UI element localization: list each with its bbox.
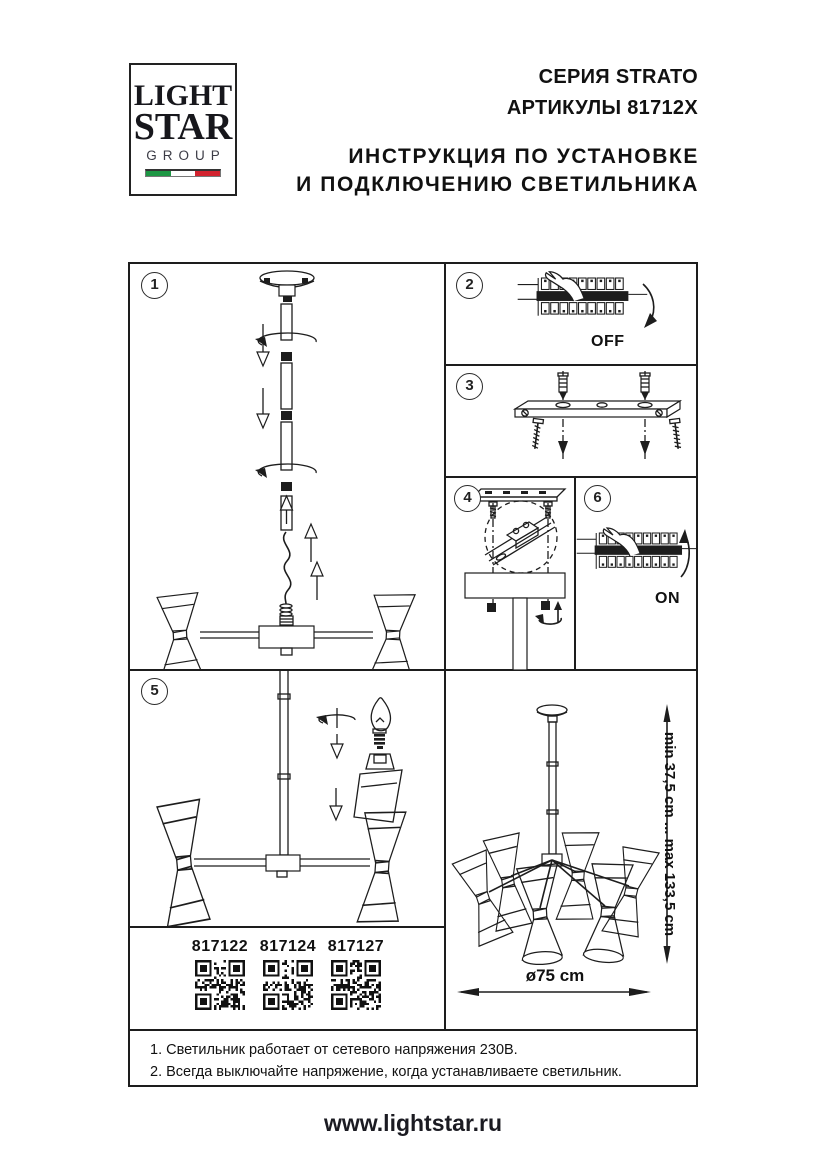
lightstar-logo: [129, 63, 237, 196]
step-badge-3: [456, 373, 483, 400]
website-footer: [0, 1110, 826, 1137]
step-panel-1: [130, 264, 445, 670]
instruction-title: [296, 143, 699, 199]
step-badge-2: [456, 272, 483, 299]
logo-star: STAR: [133, 106, 233, 148]
step-panel-6: [575, 477, 696, 670]
article-number-2: 817124: [259, 938, 317, 955]
height-dimension-label: min 37,5 cm ... max 133,5 cm: [661, 731, 678, 937]
step-number-4: 4: [463, 489, 472, 506]
note-line-2: 2. Всегда выключайте напряжение, когда устанавливаете светильник.: [150, 1064, 622, 1080]
step-badge-4: [454, 485, 481, 512]
step-badge-6: [584, 485, 611, 512]
logo-light: LIGHT: [133, 79, 233, 112]
flag-red: [195, 171, 220, 176]
flag-white: [171, 171, 196, 176]
header-titles: [507, 62, 698, 124]
article-number-1: 817122: [191, 938, 249, 955]
step1-rod-assembly-diagram: [130, 264, 445, 670]
articles-title: АРТИКУЛЫ 81712X: [506, 97, 698, 119]
on-label: ON: [655, 590, 680, 607]
instruction-title-line2: И ПОДКЛЮЧЕНИЮ СВЕТИЛЬНИКА: [296, 173, 699, 196]
step-panel-3: [445, 365, 696, 477]
logo-group: GROUP: [146, 148, 226, 163]
note-line-1: 1. Светильник работает от сетевого напряжения 230В.: [150, 1042, 518, 1058]
qr-item-2: [253, 938, 323, 1010]
series-title: СЕРИЯ STRATO: [538, 66, 698, 88]
step-number-2: 2: [465, 276, 474, 293]
italian-flag-icon: [145, 169, 221, 177]
step-panel-2: [445, 264, 696, 365]
step-number-5: 5: [150, 682, 159, 699]
step-panel-5: [130, 670, 445, 927]
qr-code-817122: [195, 960, 245, 1010]
step-number-1: 1: [150, 276, 159, 293]
mounting-bracket-diagram: [445, 365, 696, 477]
qr-code-817127: [331, 960, 381, 1010]
step-badge-5: [141, 678, 168, 705]
qr-code-817124: [263, 960, 313, 1010]
steps-grid: [128, 262, 698, 1087]
off-label: OFF: [591, 333, 625, 350]
qr-item-1: [185, 938, 255, 1010]
qr-panel: [130, 927, 445, 1030]
breaker-off-diagram: [445, 264, 696, 365]
article-number-3: 817127: [327, 938, 385, 955]
flag-green: [146, 171, 171, 176]
step-number-3: 3: [465, 377, 474, 394]
shade-bulb-assembly-diagram: [130, 670, 445, 927]
notes-panel: [130, 1030, 700, 1089]
instruction-title-line1: ИНСТРУКЦИЯ ПО УСТАНОВКЕ: [348, 145, 699, 168]
step-panel-4: [445, 477, 575, 670]
step-badge-1: [141, 272, 168, 299]
step-number-6: 6: [593, 489, 602, 506]
qr-item-3: [321, 938, 391, 1010]
diameter-dimension-label: ø75 cm: [525, 966, 585, 985]
website-url: www.lightstar.ru: [323, 1110, 503, 1136]
dimensions-panel: [445, 670, 696, 1030]
